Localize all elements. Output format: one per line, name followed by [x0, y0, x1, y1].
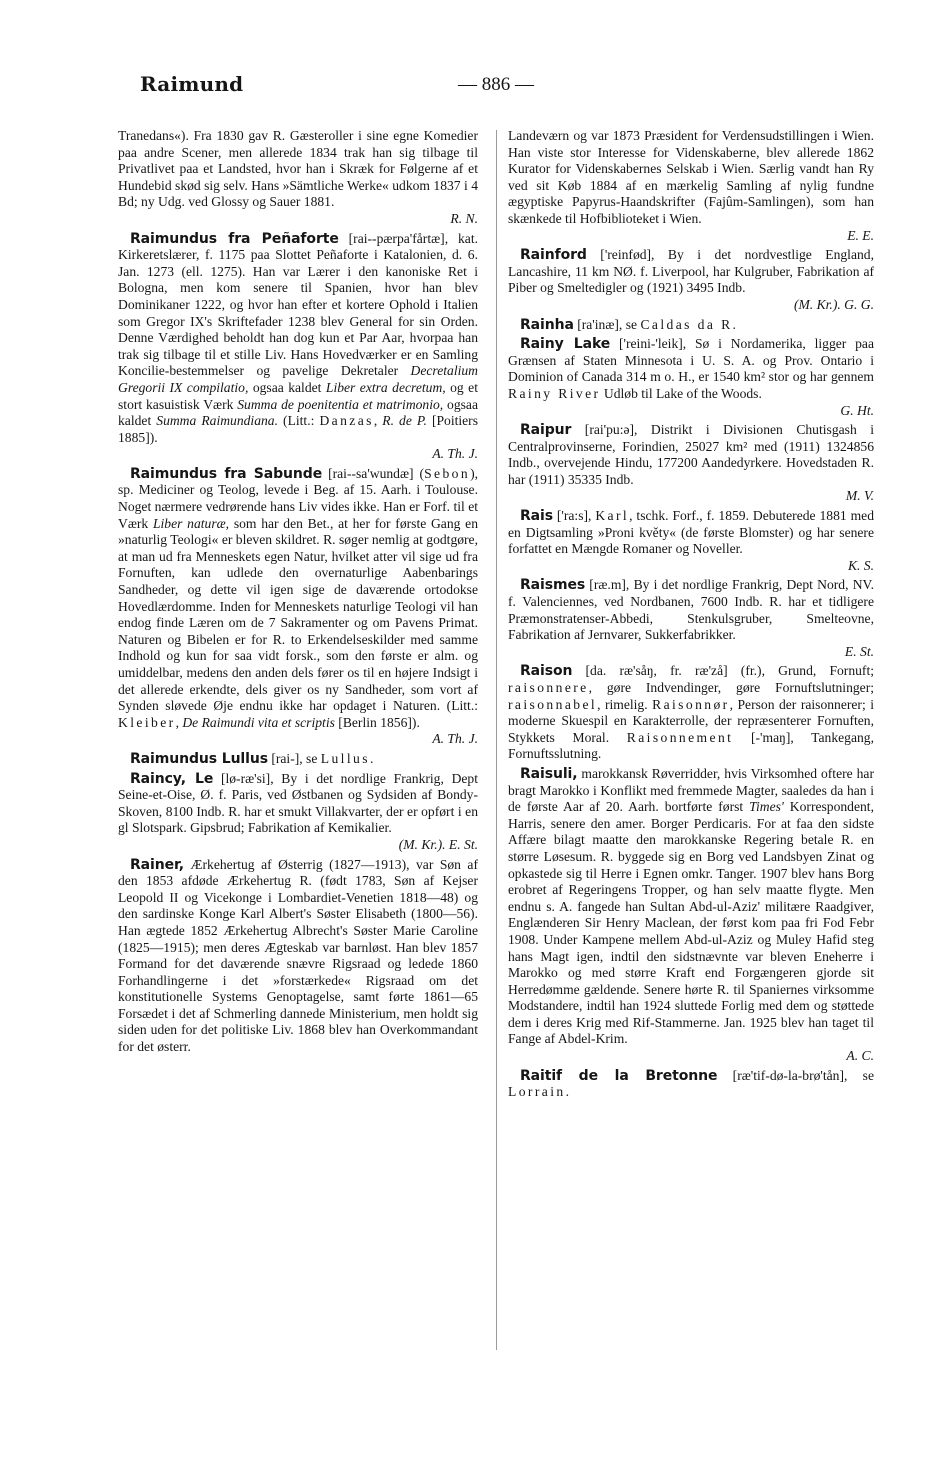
right-column — [508, 128, 874, 1101]
entry-text: , — [175, 714, 183, 730]
italic-title: Times' — [749, 799, 784, 815]
entry-continuation — [118, 128, 478, 228]
dictionary-entry — [118, 771, 478, 854]
spaced-name: Rainy River — [508, 385, 601, 401]
spaced-name: Raisonnement — [626, 729, 734, 745]
left-column — [118, 128, 478, 1056]
entry-text: marokkansk Røverridder, hvis Virksomhed oftere har bragt Marokko i Konflikt med fremmede Magter, saaledes da han i de første Aar af 20. Aarh. bortførte først — [508, 765, 874, 815]
dictionary-entry — [508, 577, 874, 660]
entry-headword: Raipur — [520, 422, 572, 439]
dictionary-entry — [508, 422, 874, 505]
entry-headword: Raismes — [520, 577, 586, 594]
spaced-name: Sebon — [424, 465, 471, 481]
entry-text: ['ra:s], — [552, 508, 596, 524]
author-signature: A. C. — [846, 1048, 874, 1064]
italic-title: De Raimundi vita et scriptis — [182, 714, 335, 730]
entry-headword: Raimundus fra Peñaforte — [130, 230, 339, 247]
entry-continuation — [508, 128, 874, 244]
spaced-name: Lorrain — [508, 1084, 566, 1100]
entry-text: , rimelig. — [597, 696, 653, 712]
italic-title: Summa Raimundiana. — [156, 413, 278, 429]
entry-text: Landeværn og var 1873 Præsident for Verdensudstillingen i Wien. Han viste stor Interesse for Videnskaberne, blev allerede 1862 Kurator for Videnskabernes Selskab i Wien. Særlig vandt han Ry ved sit Køb 1884 af en mærkelig Samling af nylig fundne ægyptiske Papyrus-Haandskrifter (Fajûm-Samlingen), som han skænkede til Hofbiblioteket i Wien. — [508, 128, 874, 226]
italic-title: Summa de poenitentia et matrimonio, — [237, 396, 444, 412]
entry-text: ['reini-'leik], Sø i Nordamerika, ligger paa Grænsen af Staten Minnesota i U. S. A. og Prov. Ontario i Dominion of Canada 314 m o. H., er 1540 km² stor og har gennem — [508, 336, 874, 385]
entry-text: , Person der raisonnerer; i moderne Skuespil en Karakterrolle, der repræsenterer Fornuften, Stykkets Moral. — [508, 696, 875, 745]
entry-text: [ræ.m], By i det nordlige Frankrig, Dept Nord, NV. f. Valenciennes, ved Nordbanen, 7600 Indb. R. har et tidligere Præmonstratenser-Abbedi, Stenkulsgruber, Smelteovne, Fabrikation af Jernvarer, Sukkerfabrikker. — [508, 577, 874, 643]
entry-headword: Raimundus Lullus — [130, 750, 268, 767]
entry-text: [Berlin 1856]). — [334, 714, 420, 730]
entry-headword: Rais — [520, 508, 553, 525]
author-signature: A. Th. J. — [432, 446, 478, 462]
entry-headword: Raisuli, — [520, 765, 578, 782]
entry-text: Ærkehertug af Østerrig (1827—1913), var Søn af den 1853 afdøde Ærkehertug R. (født 1783, Søn af Kejser Leopold II og Vicekonge i Lombardiet-Venetien 1818—48) og den sardinske Konge Karl Albert's Søster Elisabeth (1800—56). Han ægtede 1852 Ærkehertug Albrecht's Søster Marie Caroline (1825—1915); men deres Ægteskab var barnløst. Han blev 1857 Formand for det daværende snævre Rigsraad og ledede 1860 Forhandlingerne i det »forstærkede« Rigsraad om det konstitutionelle Systems Genoptagelse, samt førte 1861—65 Forsædet i det af Schmerling dannede Ministerium, men holdt sig siden uden for det politiske Liv. 1868 blev han Overkommandant for det østerr. — [118, 856, 478, 1055]
entry-text: [rai-], se — [267, 750, 321, 766]
entry-text: [da. ræ'såŋ, fr. ræ'zå] (fr.), Grund, Fornuft; — [572, 663, 874, 679]
spaced-name: Lullus — [320, 750, 370, 766]
entry-headword: Raitif de la Bretonne — [520, 1067, 718, 1084]
author-signature: G. Ht. — [840, 402, 874, 418]
spaced-name: raisonnere — [508, 680, 589, 695]
dictionary-entry — [508, 508, 874, 574]
entry-text: [lø-ræ'si], By i det nordlige Frankrig, Dept Seine-et-Oise, Ø. f. Paris, ved Østbanen og Sydsiden af Bondy-Skoven, 8100 Indb. R. har et smukt Villakvarter, der er opført i en gl Slotspark. Gipsbrud; Fabrikation af Kemikalier. — [118, 770, 478, 836]
dictionary-entry — [118, 231, 478, 463]
entry-text: [ra'inæ], se — [573, 316, 641, 332]
italic-title: Decretalium Gregorii IX compilatio, — [118, 363, 478, 395]
dictionary-entry — [508, 766, 874, 1065]
author-signature: E. St. — [844, 643, 874, 659]
entry-text: (Litt.: — [278, 413, 320, 429]
author-signature: K. S. — [847, 557, 874, 573]
entry-text: ogsaa kaldet — [248, 379, 326, 395]
dictionary-entry — [118, 751, 478, 768]
entry-text: [-'maŋ], Tankegang, Fornuftsslutning. — [508, 729, 874, 762]
dictionary-entry — [508, 336, 874, 419]
author-signature: (M. Kr.). E. St. — [398, 836, 478, 852]
running-head-title: Raimund — [140, 72, 244, 96]
dictionary-entry — [508, 317, 874, 334]
author-signature: E. E. — [847, 227, 874, 243]
dictionary-entry — [118, 857, 478, 1056]
spaced-name: Kleiber — [118, 714, 176, 730]
entry-text: [Poitiers 1885]). — [118, 413, 479, 445]
entry-text: [rai'pu:ə], Distrikt i Divisionen Chutisgash i Centralprovinserne, Forindien, 25027 km² med (1911) 1324856 Indb., overvejende Hindu, 177200 Aandedyrkere. Hovedstaden R. har (1911) 35335 Indb. — [508, 422, 874, 487]
spaced-name: Raisonnør — [652, 696, 730, 712]
entry-text: ['reinfød], By i det nordvestlige England, Lancashire, 11 km NØ. f. Liverpool, har Kulgruber, Fabrikation af Piber og Smeltedigler og (1921) 3495 Indb. — [508, 247, 874, 296]
dictionary-entry — [118, 466, 478, 748]
dictionary-entry — [508, 663, 874, 763]
italic-title: Liber extra decretum, — [325, 379, 446, 395]
entry-text: [ræ'tif-dø-la-brø'tån], se — [717, 1067, 875, 1083]
entry-text: , gøre Indvendinger, gøre Fornuftslutninger; — [588, 680, 874, 695]
page-number: — 886 — — [458, 74, 534, 95]
entry-text: ), sp. Mediciner og Teolog, levede i Beg. af 15. Aarh. i Toulouse. Noget nærmere vedrørende hans Liv vides ikke. Han er Forf. til et Værk — [118, 465, 478, 531]
spaced-name: Danzas — [319, 413, 374, 429]
entry-text: ogsaa kaldet — [118, 396, 478, 429]
entry-headword: Rainha — [520, 316, 574, 333]
entry-headword: Raincy, Le — [130, 770, 214, 787]
entry-text: og et stort kasuistisk Værk — [118, 379, 478, 412]
entry-text: , — [373, 413, 383, 429]
page-header — [140, 72, 788, 102]
italic-title: Liber naturæ, — [152, 515, 230, 531]
entry-text: , tschk. Forf., f. 1859. Debuterede 1881 med en Digtsamling »Proni květy« (de første Blomster) og har senere forfattet en Mængde Romaner og Noveller. — [508, 508, 874, 557]
column-divider — [496, 130, 497, 1350]
entry-headword: Rainer, — [130, 856, 184, 873]
dictionary-entry — [508, 247, 874, 313]
author-signature: A. Th. J. — [432, 731, 478, 747]
entry-headword: Rainford — [520, 247, 587, 264]
entry-headword: Rainy Lake — [520, 336, 611, 353]
dictionary-entry — [508, 1068, 874, 1101]
entry-text: Udløb til Lake of the Woods. — [600, 385, 762, 401]
entry-headword: Raimundus fra Sabunde — [130, 465, 323, 482]
italic-title: R. de P. — [382, 413, 427, 429]
entry-text: . — [369, 750, 374, 766]
spaced-name: raisonnabel — [508, 696, 598, 712]
spaced-name: Caldas da R. — [640, 316, 739, 332]
spaced-name: Karl — [595, 508, 630, 524]
author-signature: (M. Kr.). G. G. — [793, 296, 874, 312]
entry-text: [rai--pærpa'fårtæ], kat. Kirkeretslærer, f. 1175 paa Slottet Peñaforte i Katalonien, d. 6. Jan. 1273 (ell. 1275). Han var Lærer i den kanoniske Ret i Bologna, men kom senere til Spanien, hvor han blev Dominikaner 1222, og hvor han efter et kortere Ophold i Italien som Gregor IX's Skriftefader 1238 blev General for sin Orden. Denne Værdighed beholdt han dog kun et Par Aar, hvorpaa han trak sig tilbage til et stille Liv. Hans Hovedværker er en Samling Koncilie-bestemmelser og pavelige Dekretaler — [118, 230, 479, 379]
entry-text: [rai--sa'wundæ] ( — [322, 465, 425, 481]
entry-text: Korrespondent, Harris, senere den amer. Borger Perdicaris. For at faa den sidste Affære bilagt maatte den marokkanske Regering betale R. en større Løsesum. R. byggede sig en Borg ved Landsbyen Zinat og opkastede sig til Herre i Egnen omkr. Tanger. 1907 blev hans Borg erobret af Regeringens Tropper, og han selv maatte flygte. Men endnu s. A. fangede han Sultan Abd-ul-Aziz' militære Raadgiver, Englænderen Sir Henry Maclean, der først kom paa fri Fod Febr 1908. Under Kampene mellem Abd-ul-Aziz og Muley Hafid steg hans Magt igen, indtil den sidstnævnte var bleven Eneherre i Marokko og med større Kraft end Forgængeren gjorde sit Herredømme gældende. Senere hørte R. til Spaniernes virksomme Modstandere, indtil han 1924 sluttede Forlig med dem og støttede dem i deres Krig med Rif-Stammerne. Jan. 1925 blev han taget til Fange af Abdel-Krim. — [508, 799, 874, 1047]
entry-text: Tranedans«). Fra 1830 gav R. Gæsteroller i sine egne Komedier paa andre Scener, men allerede 1834 trak han sig tilbage til Privatlivet paa et Landsted, hvor han i Skræk for Følgerne af et Hundebid skød sig selv. Hans »Sämtliche Werke« udkom 1837 i 4 Bd; ny Udg. ved Glossy og Sauer 1881. — [118, 128, 478, 210]
author-signature: R. N. — [450, 210, 478, 226]
entry-text: som har den Bet., at her for første Gang en »naturlig Teologi« er bleven skildret. R. søger nemlig at godtgøre, at man ud fra Menneskets egen Natur, hvilket atter vil sige ud fra Fornuften, kan udlede den overnaturlige Aabenbarings Sandheder, og dette vil igen sige de daværende ortodokse Hovedlærdomme. Inden for Menneskets naturlige Teologi vil han endog finde Læren om de 7 Sakramenter og om Pavens Primat. Naturen og Bibelen er for R. to Erkendelseskilder med samme Indhold og kun for saa vidt forsk., som den første er alm. og umiddelbar, medens den anden dels fører os til en højere Indsigt i det allerede erkendte, dels giver os ny Sandheder, som vort af Synden sløvede Øje endnu ikke har opdaget i Naturen. (Litt.: — [118, 515, 478, 714]
entry-headword: Raison — [520, 663, 573, 680]
entry-text: . — [565, 1084, 569, 1100]
author-signature: M. V. — [845, 488, 874, 504]
